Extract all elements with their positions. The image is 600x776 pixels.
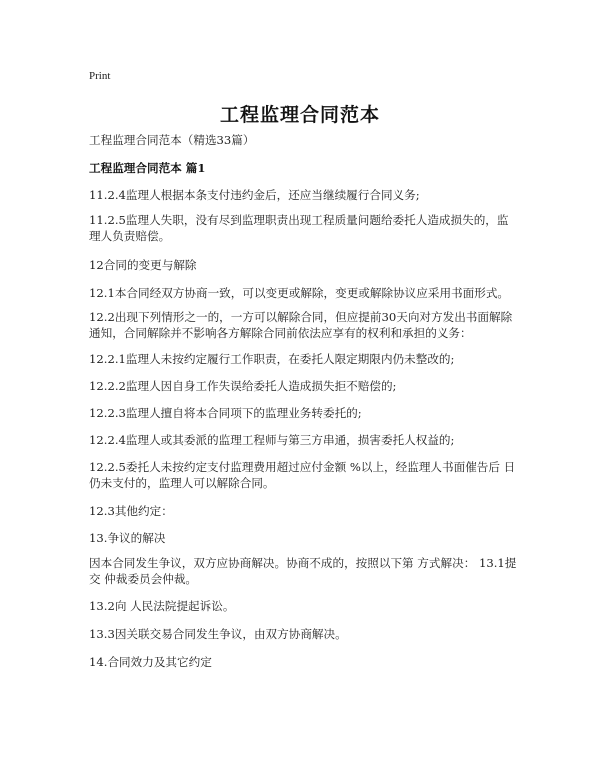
paragraph: 12.1本合同经双方协商一致，可以变更或解除，变更或解除协议应采用书面形式。 <box>89 286 510 300</box>
section-heading: 工程监理合同范本 篇1 <box>89 161 206 175</box>
document-title: 工程监理合同范本 <box>219 104 380 126</box>
paragraph: 13.3因关联交易合同发生争议，由双方协商解决。 <box>89 627 347 641</box>
paragraph: 12.2.1监理人未按约定履行工作职责，在委托人限定期限内仍未整改的; <box>89 352 455 366</box>
paragraph: 12.2.4监理人或其委派的监理工程师与第三方串通，损害委托人权益的; <box>89 433 455 447</box>
paragraph: 14.合同效力及其它约定 <box>89 655 212 669</box>
print-label: Print <box>89 70 111 82</box>
paragraph: 11.2.4监理人根据本条支付违约金后，还应当继续履行合同义务; <box>89 188 420 202</box>
paragraph: 12.2.5委托人未按约定支付监理费用超过应付金额 %以上，经监理人书面催告后 日仍未支付的，监理人可以解除合同。 <box>89 460 516 490</box>
paragraph: 13.2向 人民法院提起诉讼。 <box>89 599 235 613</box>
paragraph: 12.2出现下列情形之一的，一方可以解除合同，但应提前30天向对方发出书面解除通知，合同解除并不影响各方解除合同前依法应享有的权利和承担的义务： <box>89 310 513 340</box>
paragraph: 12.2.3监理人擅自将本合同项下的监理业务转委托的; <box>89 406 362 420</box>
paragraph: 11.2.5监理人失职，没有尽到监理职责出现工程质量问题给委托人造成损失的，监理人负责赔偿。 <box>89 213 509 243</box>
paragraph: 12.2.2监理人因自身工作失误给委托人造成损失拒不赔偿的; <box>89 379 397 393</box>
paragraph: 因本合同发生争议，双方应协商解决。协商不成的，按照以下第 方式解决： 13.1提交 仲裁委员会仲裁。 <box>89 556 517 586</box>
paragraph: 12合同的变更与解除 <box>89 258 197 272</box>
paragraph: 12.3其他约定： <box>89 504 173 518</box>
paragraph: 13.争议的解决 <box>89 531 166 545</box>
document-subtitle: 工程监理合同范本（精选33篇） <box>89 133 255 147</box>
